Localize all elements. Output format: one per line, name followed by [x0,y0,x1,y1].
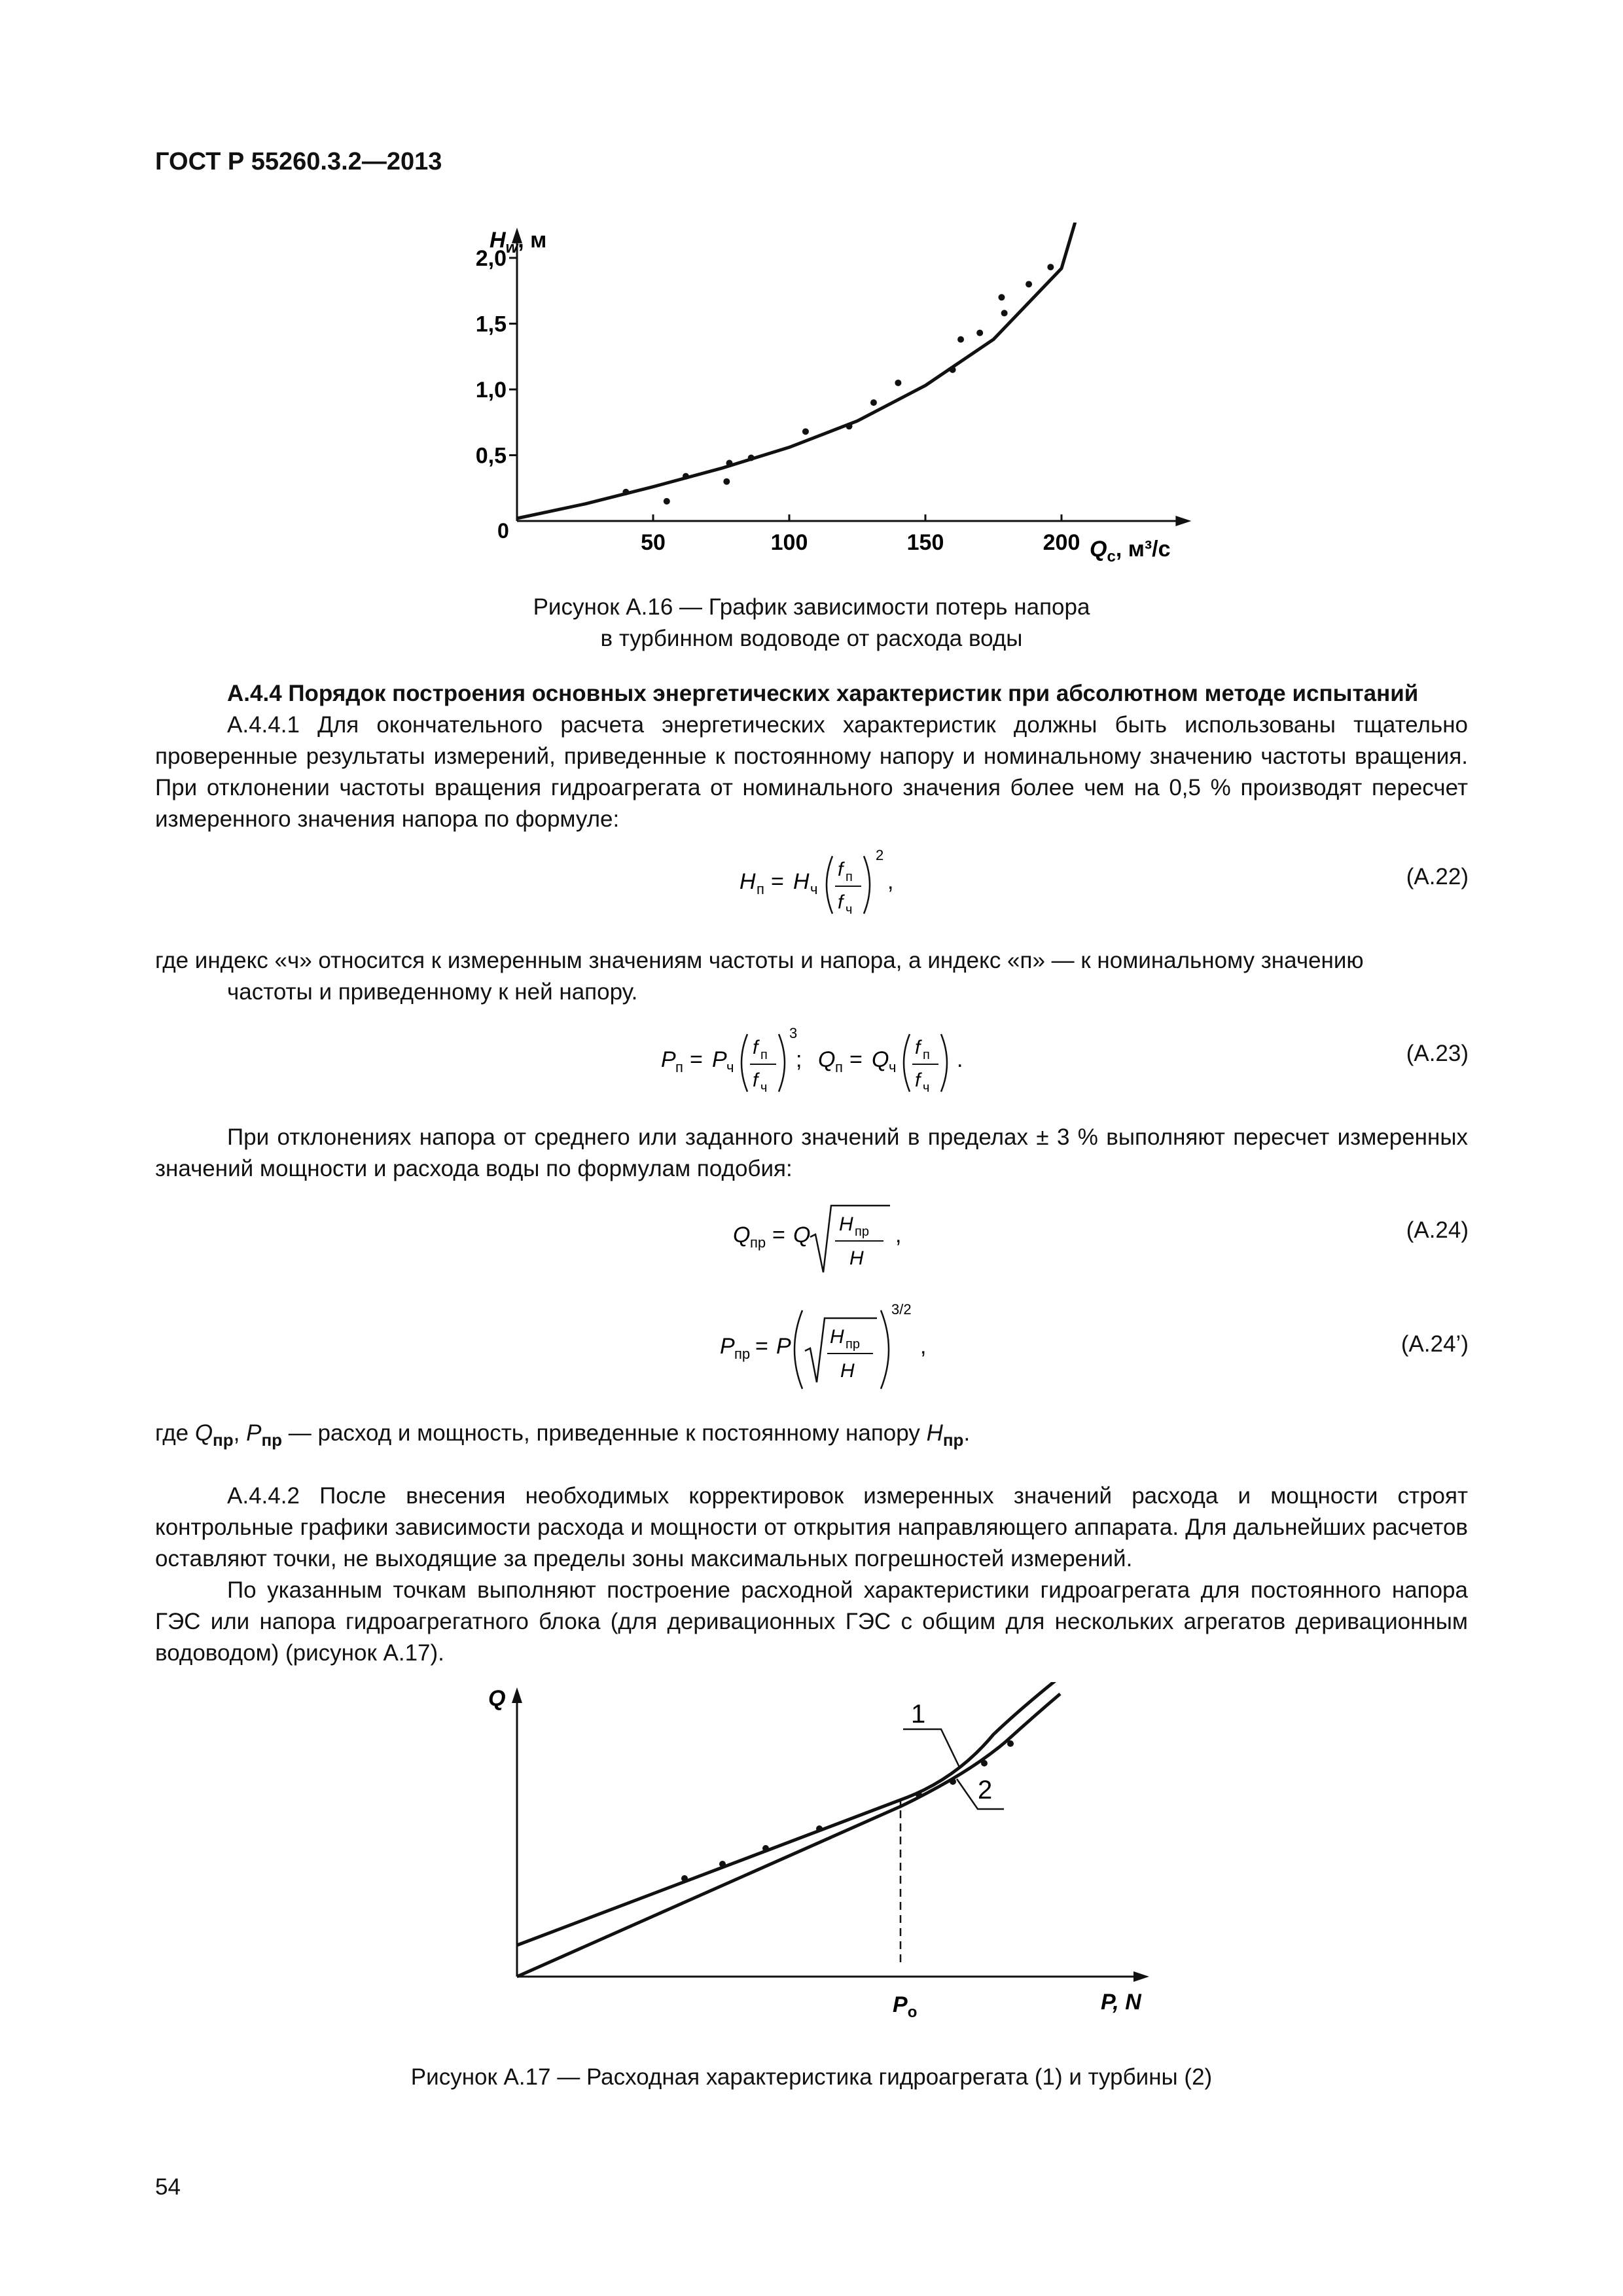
svg-text:=: = [755,1334,768,1359]
f17-point [719,1861,726,1867]
figure-a17-caption: Рисунок А.17 — Расходная характеристика гидроагрегата (1) и турбины (2) [410,2064,1213,2090]
f17-point [981,1760,988,1767]
f16-x-tick-label: 50 [641,530,666,555]
f16-data-point [1026,281,1032,287]
paragraph-where-qp: где $Q_{пр}$, $P_{пр}$ — расход и мощность, приведенные к постоянному напору $H_{пр}$. [155,1420,971,1450]
figure-a17-chart [484,1682,1178,2036]
svg-text:P: P [661,1047,676,1072]
paragraph-a442: А.4.4.2 После внесения необходимых корректировок измеренных значений расхода и мощности строят контрольные графики зависимости расхода и мощности от открытия направляющего аппарата. Для дальнейших расчетов оставляют точки, не выходящие за пределы зоны максимальных погрешностей измерений. [155,1483,1468,1571]
f16-data-point [976,330,983,336]
svg-text:п: п [757,881,764,897]
f16-data-point [726,460,732,467]
equation-a22 [733,838,929,936]
paragraph-figure-ref: По указанным точкам выполняют построение расходной характеристики гидроагрегата для постоянного напора ГЭС или напора гидроагрегатного блока (для деривационных ГЭС с общим для нескольких агрегатов деривационным водоводом) (рисунок А.17). [155,1577,1468,1666]
svg-text:3/2: 3/2 [891,1301,912,1318]
svg-text:=: = [771,869,784,894]
svg-text:пр: пр [734,1346,751,1362]
f16-origin: 0 [497,519,509,543]
f16-data-point [622,489,629,495]
f16-x-label: $Q_c$, м³/с [1090,537,1171,565]
f17-point [950,1778,956,1785]
f17-curve-2 [517,1694,1060,1977]
svg-text:=: = [690,1047,703,1072]
section-title: А.4.4 Порядок построения основных энергетических характеристик при абсолютном методе испытаний [227,681,1419,706]
f16-data-point [748,455,755,461]
figure-a16-chart [458,223,1198,576]
figure-a16-caption-2: в турбинном водоводе от расхода воды [600,626,1023,651]
svg-text:f: f [838,891,844,913]
f16-y-tick-label: 1,0 [475,378,507,403]
f16-x-tick-label: 100 [770,530,808,555]
svg-text:Q: Q [872,1047,889,1072]
f17-curve-2-label: 2 [978,1776,993,1804]
f16-x-tick-label: 150 [906,530,944,555]
paragraph-similarity: При отклонениях напора от среднего или заданного значений в пределах ± 3 % выполняют пересчет измеренных значений мощности и расхода воды по формулам подобия: [155,1124,1468,1181]
f16-data-point [950,367,956,373]
f16-data-point [895,380,901,386]
svg-text:Q: Q [733,1223,751,1247]
svg-text:ч: ч [760,1081,768,1095]
equation-a24-prime-number: (А.24’) [1400,1331,1469,1357]
svg-text:ч: ч [810,881,818,897]
svg-text:H: H [839,1213,853,1235]
f16-fit-curve [517,223,1075,518]
document-header: ГОСТ Р 55260.3.2—2013 [155,148,442,175]
svg-text:,: , [920,1334,927,1359]
f16-data-point [683,473,689,480]
f16-y-tick-label: 2,0 [475,246,507,271]
svg-text:пр: пр [750,1234,766,1251]
f16-y-label: $H_w$, м [490,228,547,257]
svg-text:,: , [887,869,894,894]
f17-point [916,1791,922,1798]
svg-text:п: п [675,1059,683,1075]
f16-data-point [1047,264,1054,270]
f16-y-tick-label: 1,5 [475,312,507,337]
svg-text:ч: ч [726,1059,734,1075]
f16-data-point [664,498,670,505]
svg-text:H: H [849,1247,864,1269]
f16-data-point [998,294,1005,300]
f17-point [816,1825,823,1832]
svg-text:H: H [830,1326,844,1348]
equation-a24-number: (А.24) [1406,1217,1469,1243]
f17-point [681,1875,688,1882]
page-number: 54 [155,2174,181,2200]
equation-a24 [726,1191,936,1289]
f17-y-label: Q [488,1686,506,1711]
figure-a16-caption-1: Рисунок А.16 — График зависимости потерь напора [533,594,1090,620]
svg-text:f: f [753,1069,758,1091]
f17-curve-1-label: 1 [911,1700,926,1729]
f16-data-point [870,399,877,406]
svg-text:пр: пр [846,1337,860,1352]
svg-text:=: = [849,1047,863,1072]
equation-a24-prime [713,1296,949,1401]
svg-text:пр: пр [855,1225,869,1239]
f17-p0-label: $P_o$ [893,1992,918,2021]
svg-text:ч: ч [889,1059,897,1075]
svg-text:.: . [957,1047,963,1072]
f16-data-point [846,423,853,429]
svg-text:H: H [793,869,810,894]
svg-text:f: f [838,859,844,880]
f16-x-tick-label: 200 [1043,530,1080,555]
equation-a22-number: (А.22) [1406,864,1469,889]
f17-x-label: P, N [1101,1990,1141,2015]
f16-data-point [1001,310,1008,316]
f16-data-point [802,428,809,435]
svg-text:H: H [740,869,756,894]
svg-text:P: P [712,1047,727,1072]
f17-point [762,1845,769,1852]
svg-text:P: P [776,1334,791,1359]
f16-y-tick-label: 0,5 [475,443,507,469]
svg-text:f: f [915,1069,921,1091]
svg-text:2: 2 [876,847,884,863]
svg-text:Q: Q [818,1047,836,1072]
f17-y-arrow [512,1687,522,1703]
f16-data-point [957,336,964,343]
svg-text:;: ; [796,1047,802,1072]
svg-text:H: H [840,1360,855,1382]
svg-text:=: = [772,1223,785,1247]
svg-text:f: f [915,1037,921,1058]
svg-text:п: п [846,870,853,884]
f17-points [681,1740,1014,1882]
paragraph-index-note: где индекс «ч» относится к измеренным значениям частоты и напора, а индекс «п» — к номинальному значению частоты и приведенному к ней напору. [155,948,1364,1005]
f17-curve-1-leader [903,1729,959,1767]
equation-a23-number: (А.23) [1406,1041,1469,1066]
svg-text:,: , [895,1223,902,1247]
svg-text:п: п [923,1048,930,1062]
svg-text:3: 3 [789,1025,798,1041]
paragraph-a441: А.4.4.1 Для окончательного расчета энергетических характеристик должны быть использованы тщательно проверенные результаты измерений, приведенные к постоянному напору и номинальному значению частоты вращения. При отклонении частоты вращения гидроагрегата от номинального значения более чем на 0,5 % производят пересчет измеренного значения напора по формуле: [155,712,1468,832]
svg-text:п: п [760,1048,768,1062]
f17-x-arrow [1133,1971,1149,1982]
f17-point [1007,1740,1014,1747]
svg-text:п: п [835,1059,843,1075]
equation-a23 [654,1016,982,1114]
svg-text:P: P [720,1334,735,1359]
svg-text:f: f [753,1037,758,1058]
f17-curve-1 [517,1682,1060,1945]
f16-x-arrow [1175,516,1191,526]
svg-text:Q: Q [793,1223,811,1247]
f16-data-point [723,478,730,485]
svg-text:ч: ч [846,903,853,917]
svg-text:ч: ч [923,1081,930,1095]
